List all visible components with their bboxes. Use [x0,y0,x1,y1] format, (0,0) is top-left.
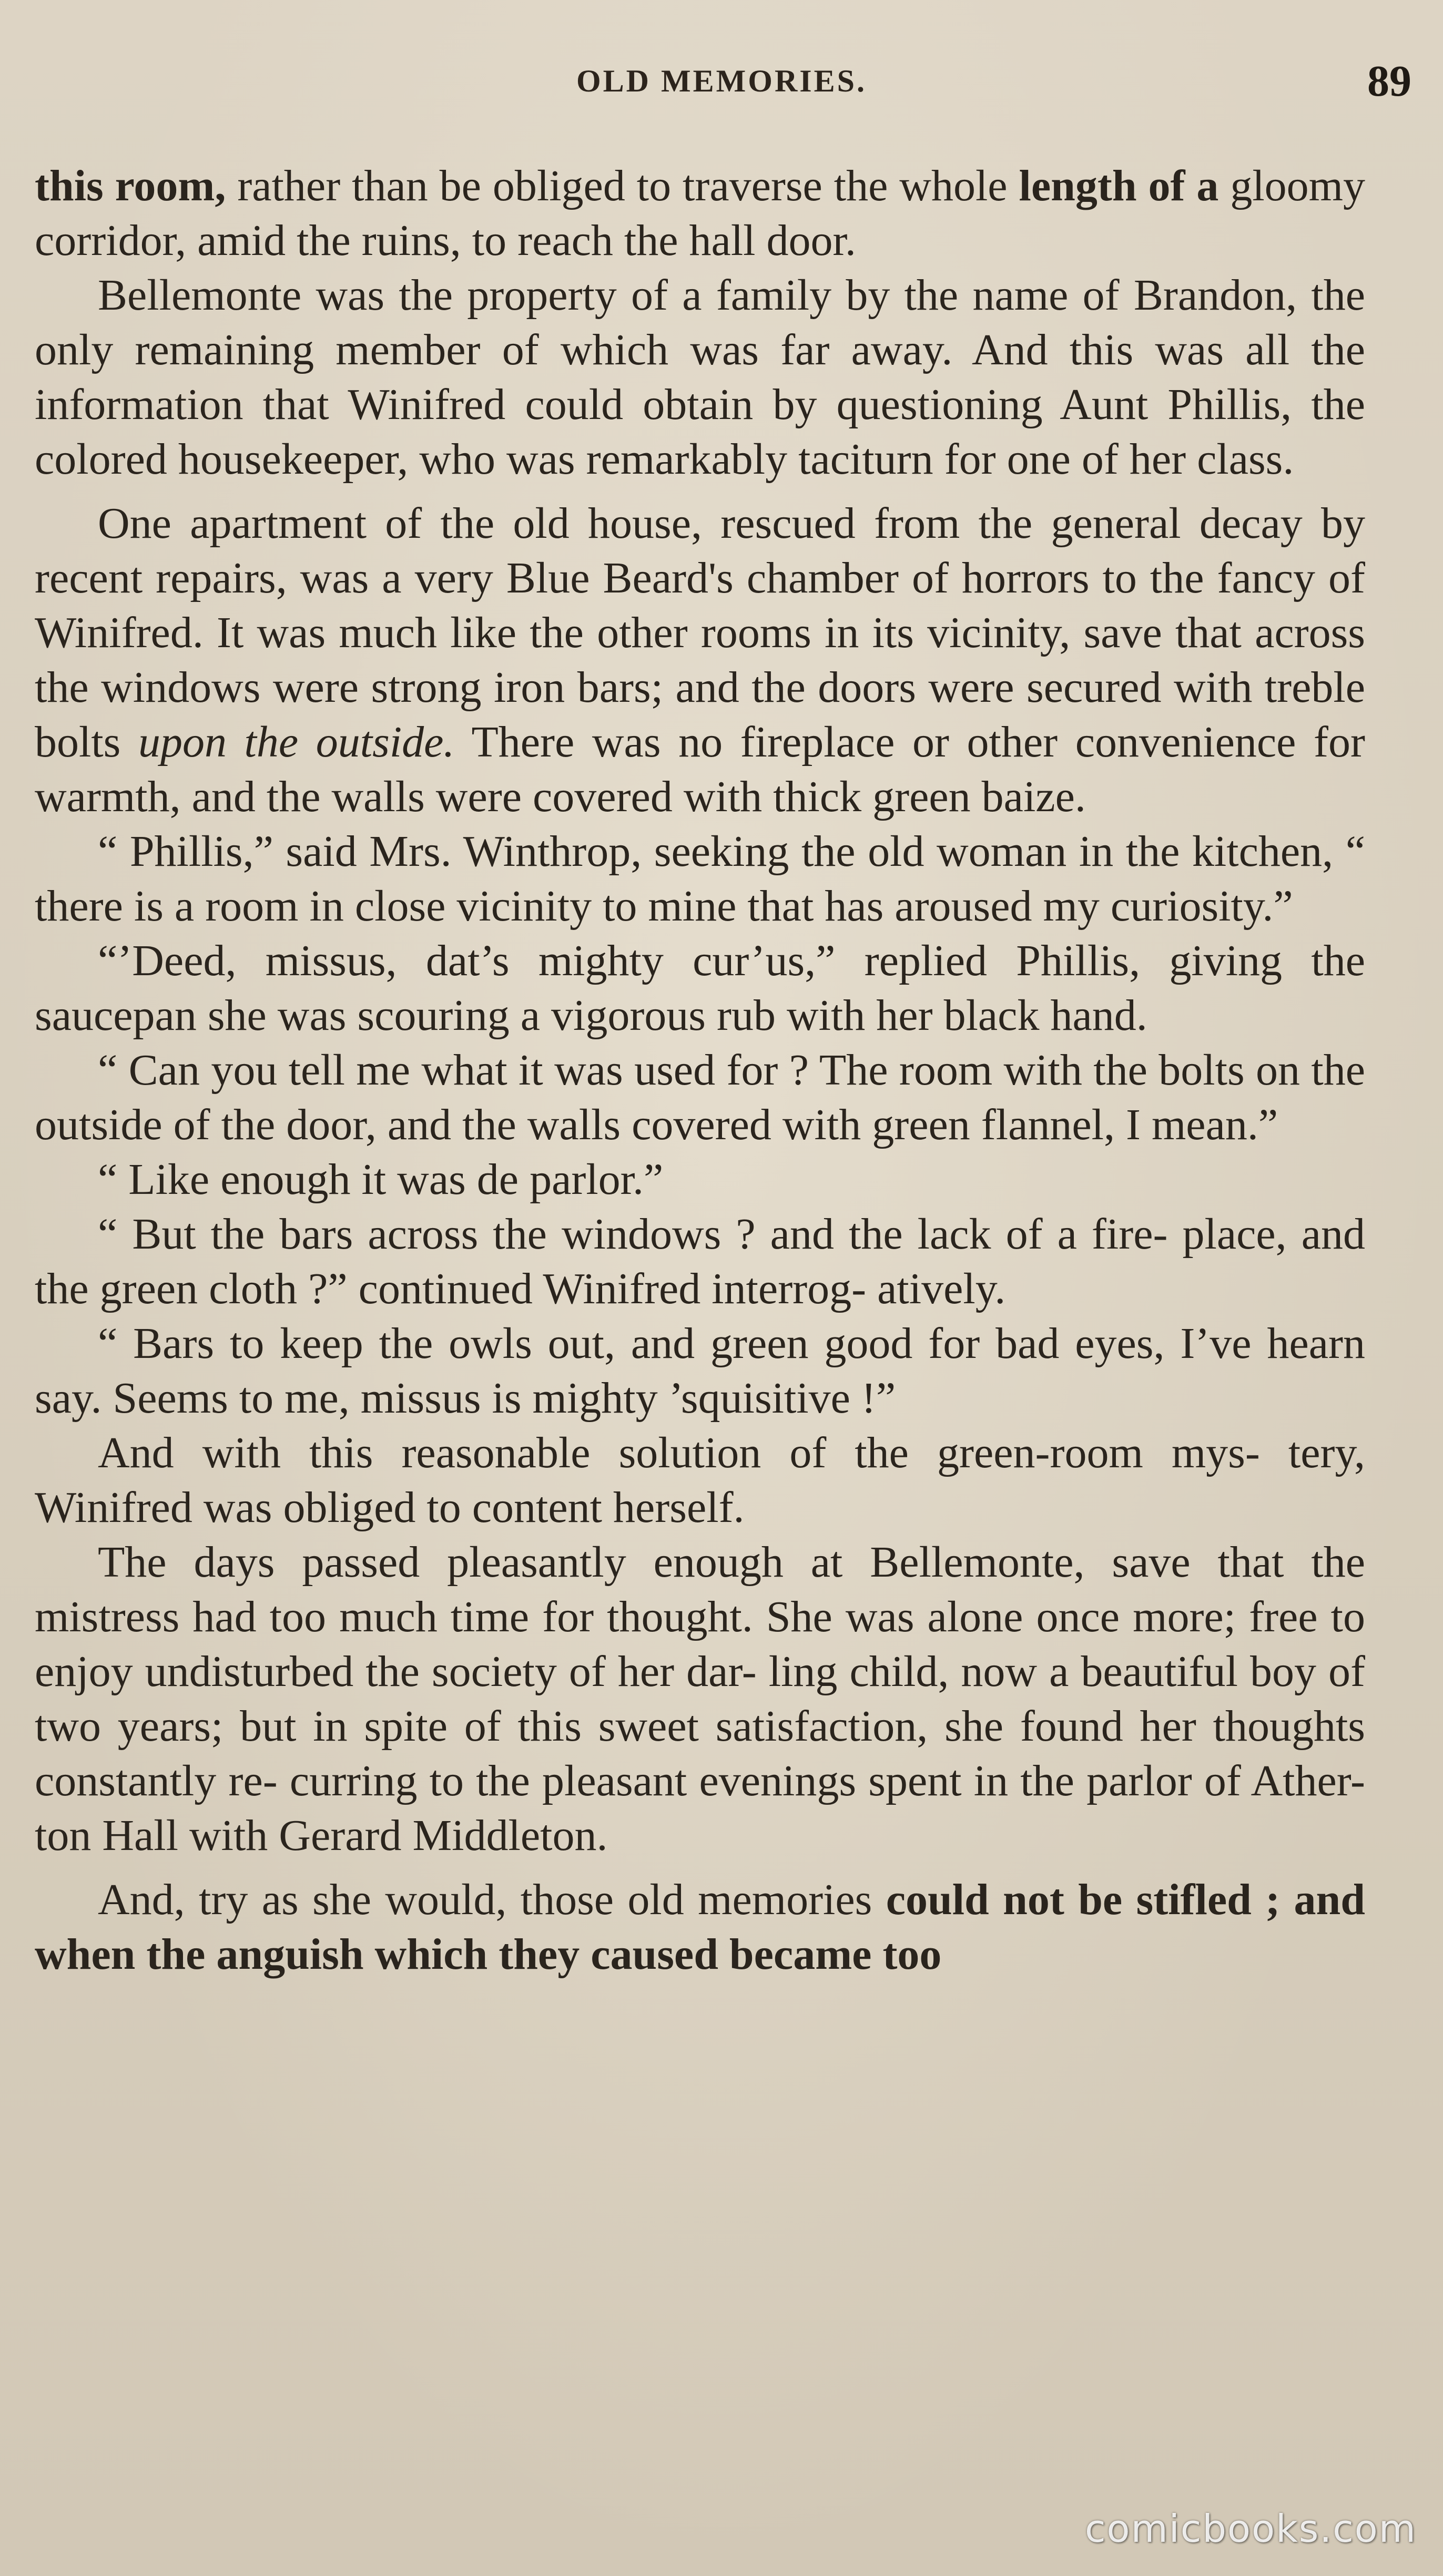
text-run: Bellemonte was the property of a family by the name of Brandon, the only remaining member of which was far away. And this was all the information that Winifred could obtain by questioning Aunt Phillis, the colored housekeeper, who was remarkably taciturn for one of her class. [35,271,1365,484]
text-run: upon the outside. [138,718,455,766]
text-run: could not be stifled ; and when the anguish which they caused became too [35,1875,1365,1979]
text-run: gloomy corridor, amid the ruins, to reach the hall door. [35,161,1365,265]
text-run: The days passed pleasantly enough at Bellemonte, save that the mistress had too much time for thought. She was alone once more; free to enjoy undisturbed the society of her dar- ling child, now a beautiful boy of two years; but in spite of this sweet satisfaction, she found her thoughts constantly re- curring to the pleasant evenings spent in the parlor of Ather- ton Hall with Gerard Middleton. [35,1538,1365,1860]
paragraph [35,159,1365,268]
text-run: And with this reasonable solution of the green-room mys- tery, Winifred was obliged to content herself. [35,1428,1365,1532]
running-head: OLD MEMORIES. [576,64,867,98]
text-run: “ Bars to keep the owls out, and green good for bad eyes, I’ve hearn say. Seems to me, missus is mighty ’squisitive !” [35,1319,1365,1423]
text-run: “ But the bars across the windows ? and the lack of a fire- place, and the green cloth ?” continued Winifred interrog- atively. [35,1210,1365,1313]
paragraph [35,934,1365,1043]
text-run: One apartment of the old house, rescued from the general decay by recent repairs, was a very Blue Beard's chamber of horrors to the fancy of Winifred. It was much like the other rooms in its vicinity, save that across the windows were strong iron bars; and the doors were secured with treble bolts [35,499,1365,766]
watermark: comicbooks.com [1084,2507,1417,2551]
paragraph [35,1152,1365,1207]
paragraph [35,268,1365,487]
paragraph [35,1426,1365,1535]
page-number: 89 [1367,57,1411,106]
body-text [35,159,1365,1982]
paragraph [35,1873,1365,1982]
text-run: rather than be obliged to traverse the whole [226,161,1019,210]
paragraph [35,1535,1365,1863]
paragraph [35,496,1365,824]
text-run: “ Can you tell me what it was used for ? The room with the bolts on the outside of the door, and the walls covered with green flannel, I mean.” [35,1046,1365,1149]
text-run: “ Like enough it was de parlor.” [98,1155,664,1204]
text-run: this room, [35,161,226,210]
page-header [32,57,1411,126]
text-run: There was no fireplace or other convenience for warmth, and the walls were covered with thick green baize. [35,718,1365,821]
text-run: length of a [1019,161,1219,210]
paragraph [35,824,1365,934]
paragraph [35,1316,1365,1426]
text-run: And, try as she would, those old memories [98,1875,886,1924]
paragraph [35,1207,1365,1316]
text-run: “ Phillis,” said Mrs. Winthrop, seeking the old woman in the kitchen, “ there is a room in close vicinity to mine that has aroused my curiosity.” [35,827,1365,931]
text-run: “’Deed, missus, dat’s mighty cur’us,” replied Phillis, giving the saucepan she was scouring a vigorous rub with her black hand. [35,936,1365,1040]
paragraph [35,1043,1365,1152]
